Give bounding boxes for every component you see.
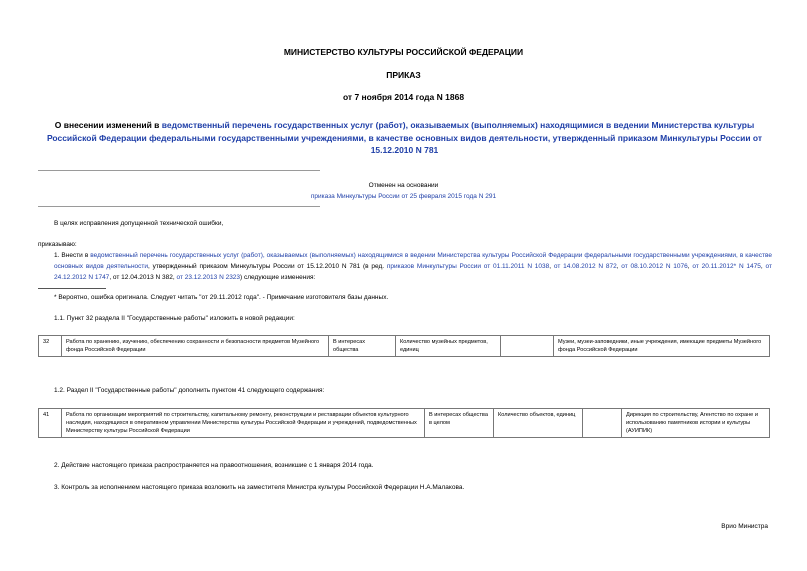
- item1-text-h: ) следующие изменения:: [240, 274, 316, 281]
- item1-text-g: , от 12.04.2013 N 382,: [109, 274, 177, 281]
- cell-measure: Количество музейных предметов, единиц: [396, 336, 501, 357]
- title-prefix: О внесении изменений в: [54, 120, 162, 130]
- canceled-note: [0, 180, 807, 202]
- item1-text-c: ,: [549, 263, 554, 270]
- title-link[interactable]: ведомственный перечень государственных услуг (работ), оказываемых (выполняемых) находящимися в ведении Министерства культуры Российской Федерации федеральными государственными учреждениями, в качестве основных видов деятельности, утвержденный приказом Минкультуры России от 15.12.2010 N 781: [46, 120, 763, 155]
- item-1-2: 1.2. Раздел II "Государственные работы" дополнить пунктом 41 следующего содержания:: [54, 387, 325, 394]
- cell-interest: В интересах общества в целом: [425, 409, 494, 438]
- cell-number: 41: [39, 409, 62, 438]
- divider-bottom: [38, 206, 320, 207]
- ministry-heading: МИНИСТЕРСТВО КУЛЬТУРЫ РОССИЙСКОЙ ФЕДЕРАЦИИ: [283, 47, 524, 57]
- cell-interest: В интересах общества: [329, 336, 396, 357]
- cell-institutions: Дирекция по строительству, Агентство по охране и использованию памятников истории и культуры (АУИПИК): [622, 409, 770, 438]
- item1-text-a: 1. Внести в: [54, 252, 91, 259]
- divider-top: [38, 170, 320, 171]
- document-title: [38, 119, 771, 157]
- item1-link-872[interactable]: от 14.08.2012 N 872: [553, 263, 617, 270]
- item1-text-b: , утвержденный приказом Минкультуры России от 15.12.2010 N 781 (в ред.: [148, 263, 387, 270]
- item-1-paragraph: [54, 250, 772, 283]
- item-1-1: 1.1. Пункт 32 раздела II "Государственные работы" изложить в новой редакции:: [54, 315, 295, 322]
- cell-empty: [501, 336, 554, 357]
- canceled-link[interactable]: приказа Минкультуры России от 25 февраля 2015 года N 291: [310, 193, 497, 200]
- document-type: ПРИКАЗ: [386, 70, 421, 80]
- canceled-label: Отменен на основании: [368, 182, 439, 189]
- item1-link-perechen[interactable]: ведомственный перечень государственных услуг (работ), оказываемых (выполняемых) находящимися в ведении Министерства культуры Российской Федерации федеральными государственными учреждениями, в качестве основных видов деятельности: [54, 252, 772, 270]
- item-2: 2. Действие настоящего приказа распространяется на правоотношения, возникшие с 1 января 2014 года.: [54, 462, 374, 469]
- table-item-41: [38, 408, 770, 438]
- intro-text: В целях исправления допущенной технической ошибки,: [54, 220, 224, 227]
- footnote: * Вероятно, ошибка оригинала. Следует читать "от 29.11.2012 года". - Примечание изготовителя базы данных.: [54, 294, 389, 301]
- item1-text-f: ,: [760, 263, 766, 270]
- item1-link-2323[interactable]: от 23.12.2013 N 2323: [176, 274, 241, 281]
- item1-link-1475[interactable]: от 20.11.2012* N 1475: [692, 263, 761, 270]
- cell-institutions: Музеи, музеи-заповедники, иные учреждения, имеющие предметы Музейного фонда Российской Федерации: [554, 336, 770, 357]
- order-word: приказываю:: [38, 241, 77, 248]
- cell-empty: [583, 409, 622, 438]
- item1-text-d: ,: [616, 263, 622, 270]
- footnote-rule: [38, 288, 106, 289]
- item1-link-orders[interactable]: приказов Минкультуры России от 01.11.2011 N 1038: [386, 263, 550, 270]
- cell-work: Работа по организации мероприятий по строительству, капитальному ремонту, реконструкции и реставрации объектов культурного наследия, находящихся в оперативном управлении Министерства культуры Российской Федерации и учреждений, подведомственных Министерству культуры Российской Федерации: [62, 409, 425, 438]
- cell-measure: Количество объектов, единиц: [494, 409, 583, 438]
- cell-number: 32: [39, 336, 62, 357]
- table-row: [39, 409, 770, 438]
- table-row: [39, 336, 770, 357]
- cell-work: Работа по хранению, изучению, обеспечению сохранности и безопасности предметов Музейного фонда Российской Федерации: [62, 336, 329, 357]
- signature: Врио Министра: [721, 523, 768, 530]
- document-date: от 7 ноября 2014 года N 1868: [342, 92, 465, 102]
- item1-link-1747[interactable]: от 24.12.2012 N 1747: [54, 263, 772, 281]
- item-3: 3. Контроль за исполнением настоящего приказа возложить на заместителя Министра культуры Российской Федерации Н.А.Малакова.: [54, 484, 465, 491]
- item1-link-1076[interactable]: от 08.10.2012 N 1076: [621, 263, 688, 270]
- item1-text-e: ,: [687, 263, 693, 270]
- table-item-32: [38, 335, 770, 357]
